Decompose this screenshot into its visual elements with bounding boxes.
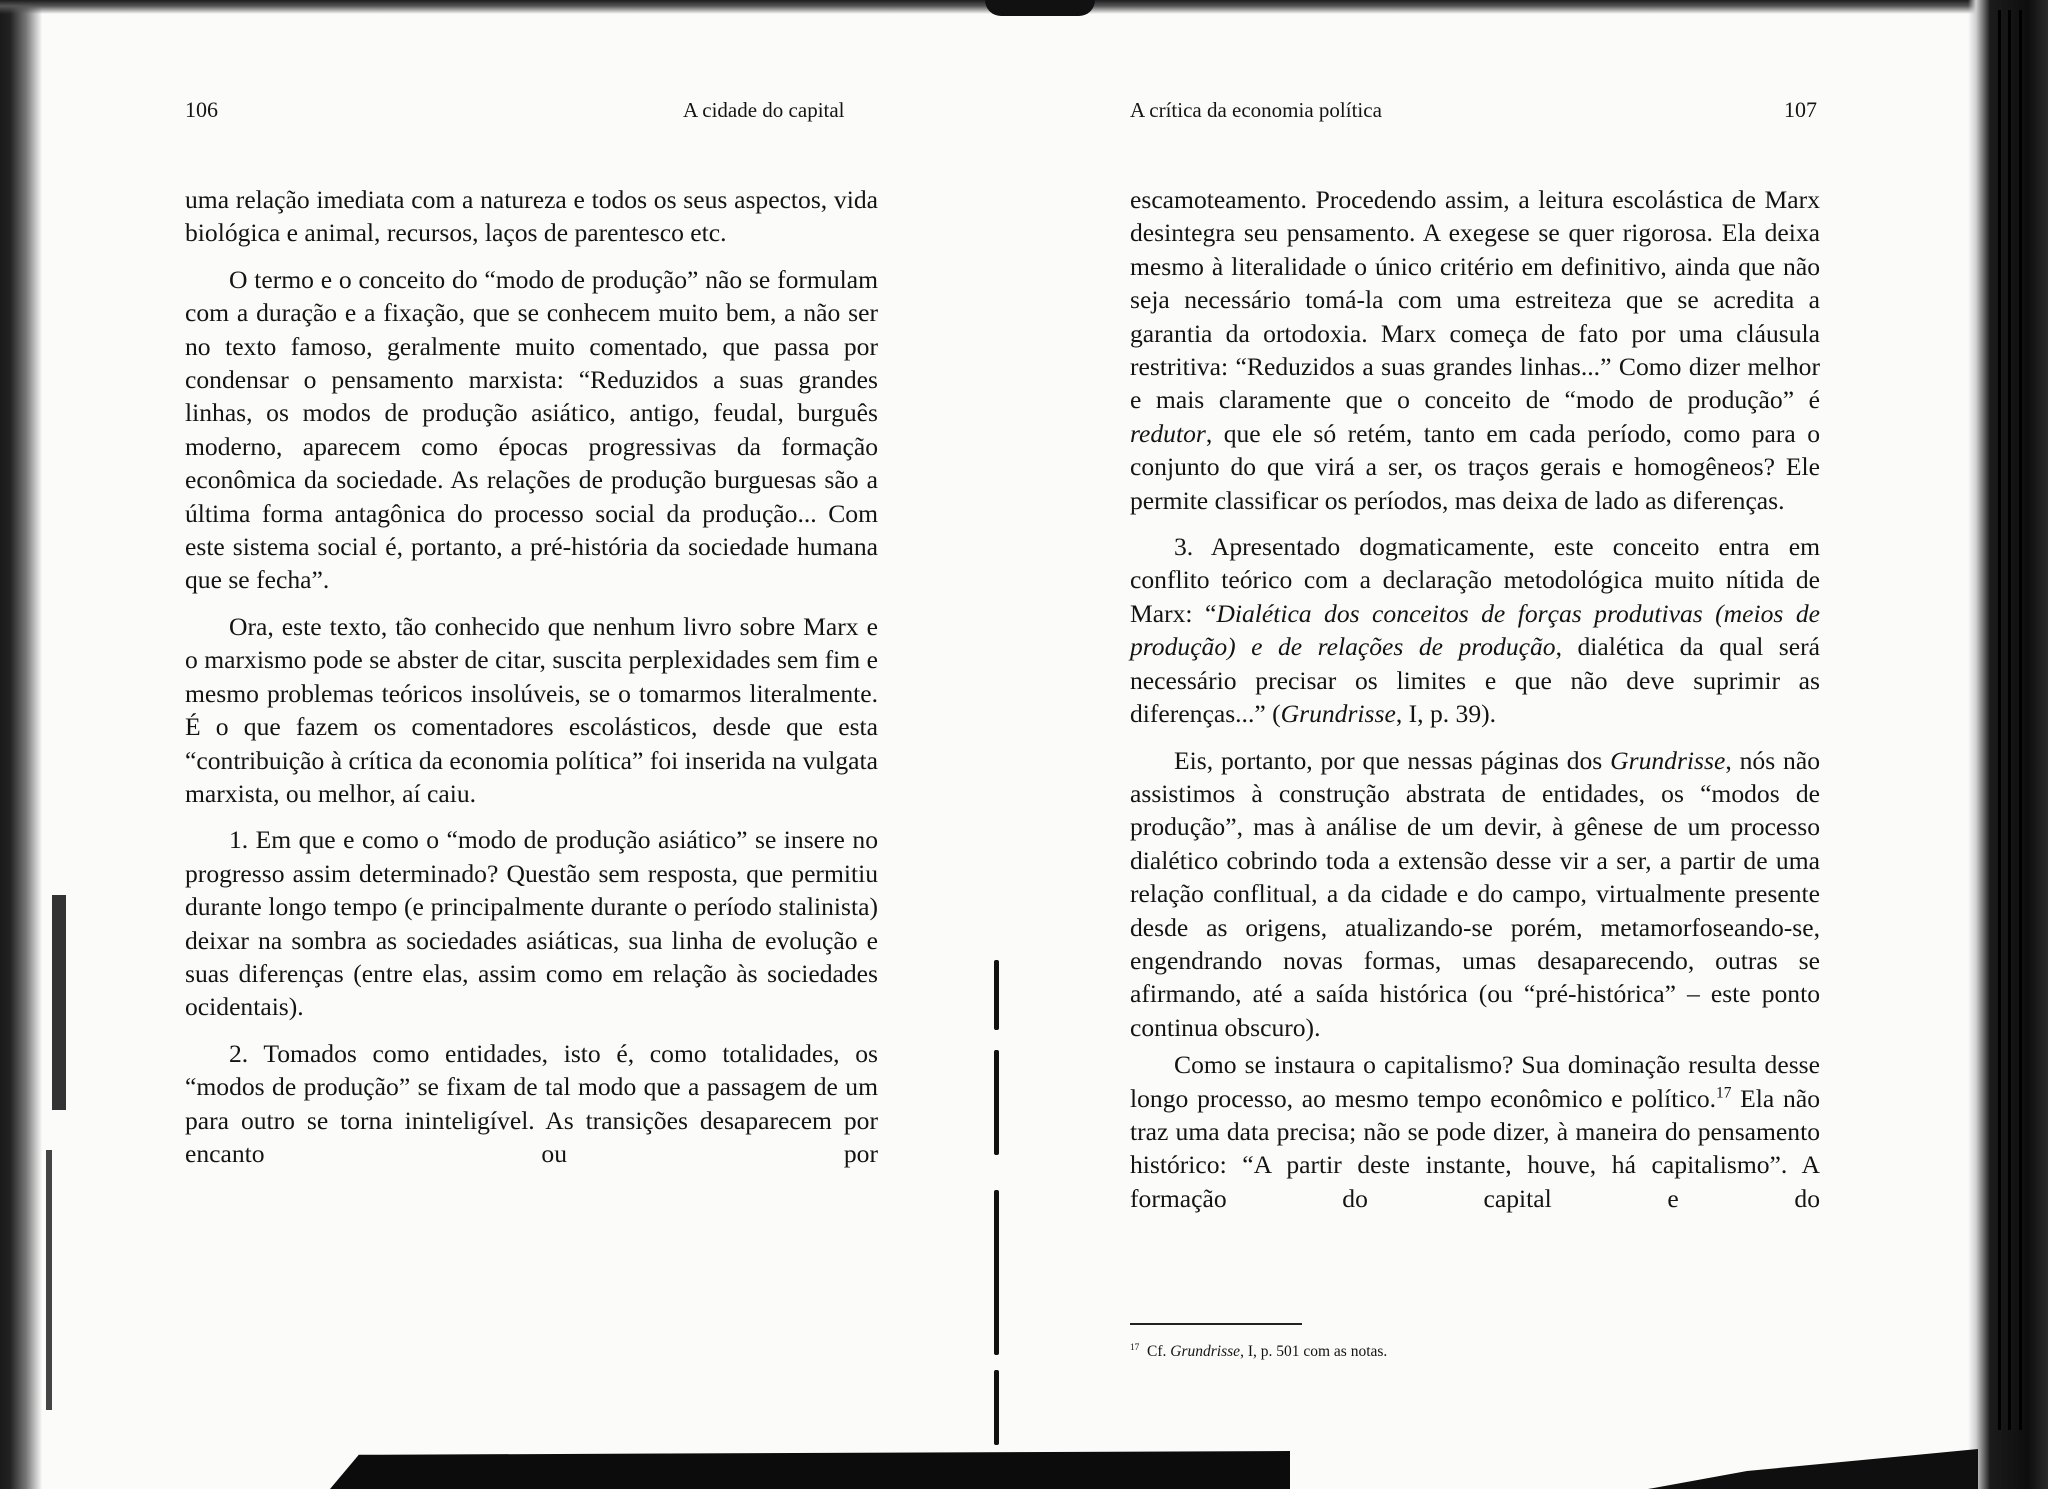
footnote-rule xyxy=(1130,1323,1302,1325)
text-run: , I, p. 501 com as notas. xyxy=(1240,1343,1388,1360)
paragraph: 2. Tomados como entidades, isto é, como totalidades, os “modos de produção” se fixam de tal modo que a passagem de um para outro se torna ininteligível. As transições desaparecem por encanto ou por xyxy=(185,1038,878,1168)
left-page-body xyxy=(185,183,878,1183)
paragraph: uma relação imediata com a natureza e todos os seus aspectos, vida biológica e animal, recursos, laços de parentesco etc. xyxy=(185,185,878,248)
right-page-body xyxy=(1130,183,1820,1228)
footnote xyxy=(1130,1342,1387,1362)
running-head-left: A cidade do capital xyxy=(683,98,845,122)
gutter-mark xyxy=(994,1050,999,1155)
footnote-reference[interactable]: 17 xyxy=(1716,1084,1732,1102)
scan-bottom-shadow xyxy=(330,1451,1290,1489)
paragraph xyxy=(1130,530,1820,730)
running-head-right: A crítica da economia política xyxy=(1130,98,1382,122)
text-run: escamoteamento. Procedendo assim, a leitura escolástica de Marx desintegra seu pensamento. A exegese se quer rigorosa. Ela deixa mesmo à literalidade o único critério em definitivo, ainda que não seja necessário tomá-la com uma estreiteza que se acredita a garantia da ortodoxia. Marx começa de fato por uma cláusula restritiva: “Reduzidos a suas grandes linhas...” Como dizer melhor e mais claramente que o conceito de “modo de produção” é xyxy=(1130,185,1820,415)
paragraph: O termo e o conceito do “modo de produção” não se formulam com a duração e a fixação, que se conhecem muito bem, a não ser no texto famoso, geralmente muito comentado, que passa por condensar o pensamento marxista: “Reduzidos a suas grandes linhas, os modos de produção asiático, antigo, feudal, burguês moderno, aparecem como épocas progressivas da formação econômica da sociedade. As relações de produção burguesas são a última forma antagônica do processo social da produção... Com este sistema social é, portanto, a pré-história da sociedade humana que se fecha”. xyxy=(185,264,878,595)
footnote-number: 17 xyxy=(1130,1342,1140,1353)
page-edge-stripe xyxy=(1998,10,2001,1430)
page-edge-stripe xyxy=(2008,10,2011,1430)
scan-top-blot xyxy=(985,0,1095,16)
paragraph xyxy=(1130,1048,1820,1215)
scan-left-edge-shadow xyxy=(0,0,42,1489)
text-run: 3. Apresentado dogmaticamente, este conceito entra em conflito teórico com a declaração metodológica muito nítida de Marx: “ xyxy=(1130,532,1820,628)
text-run: Como se instaura o capitalismo? Sua dominação resulta desse longo processo, ao mesmo tempo econômico e político. xyxy=(1130,1050,1820,1113)
paragraph: Ora, este texto, tão conhecido que nenhum livro sobre Marx e o marxismo pode se abster de citar, suscita perplexidades sem fim e mesmo problemas teóricos insolúveis, se o tomarmos literalmente. É o que fazem os comentadores escolásticos, desde que esta “contribuição à crítica da economia política” foi inserida na vulgata marxista, ou melhor, aí caiu. xyxy=(185,611,878,808)
page-number-left: 106 xyxy=(185,97,218,122)
text-run: , que ele só retém, tanto em cada período, como para o conjunto do que virá a ser, os traços gerais e homogêneos? Ele permite classificar os períodos, mas deixa de lado as diferenças. xyxy=(1130,418,1820,515)
text-run: Cf. xyxy=(1147,1343,1171,1360)
margin-blot xyxy=(52,895,66,1110)
page-edge-stripe xyxy=(2019,10,2022,1430)
scan-right-edge-shadow xyxy=(1968,0,2048,1489)
italic-text: redutor xyxy=(1130,418,1206,448)
text-run: , dialética da qual será necessário precisar os limites e que não deve suprimir as diferenças...” ( xyxy=(1130,632,1820,729)
text-run: , I, p. 39). xyxy=(1395,699,1497,729)
italic-text: Grundrisse xyxy=(1280,699,1396,729)
italic-text: Dialética dos conceitos de forças produtivas (meios de produção) e de relações de produção xyxy=(1130,598,1820,662)
scan-bottom-shadow-right xyxy=(1648,1449,1978,1489)
text-run: Eis, portanto, por que nessas páginas dos xyxy=(1174,745,1611,775)
italic-text: Grundrisse xyxy=(1610,745,1726,775)
italic-text: Grundrisse xyxy=(1170,1343,1241,1360)
margin-blot xyxy=(46,1150,52,1410)
gutter-mark xyxy=(994,1190,999,1355)
paragraph xyxy=(1130,183,1820,517)
page-number-right: 107 xyxy=(1784,97,1817,122)
gutter-mark xyxy=(994,1370,999,1445)
paragraph xyxy=(1130,744,1820,1045)
gutter-mark xyxy=(994,960,999,1030)
paragraph: 1. Em que e como o “modo de produção asiático” se insere no progresso assim determinado? Questão sem resposta, que permitiu durante longo tempo (e principalmente durante o período stalinista) deixar na sombra as sociedades asiáticas, sua linha de evolução e suas diferenças (entre elas, assim como em relação às sociedades ocidentais). xyxy=(185,825,878,1022)
text-run: , nós não assistimos à construção abstrata de entidades, os “modos de produção”, mas à análise de um devir, à gênese de um processo dialético cobrindo toda a extensão desse vir a ser, a partir de uma relação conflitual, a da cidade e do campo, virtualmente presente desde as origens, atualizando-se porém, metamorfoseando-se, engendrando novas formas, umas desaparecendo, outras se afirmando, até a saída histórica (ou “pré-histórica” – este ponto continua obscuro). xyxy=(1130,745,1820,1042)
text-run: Ela não traz uma data precisa; não se pode dizer, à maneira do pensamento histórico: “A partir deste instante, houve, há capitalismo”. A formação do capital e do xyxy=(1130,1083,1820,1213)
